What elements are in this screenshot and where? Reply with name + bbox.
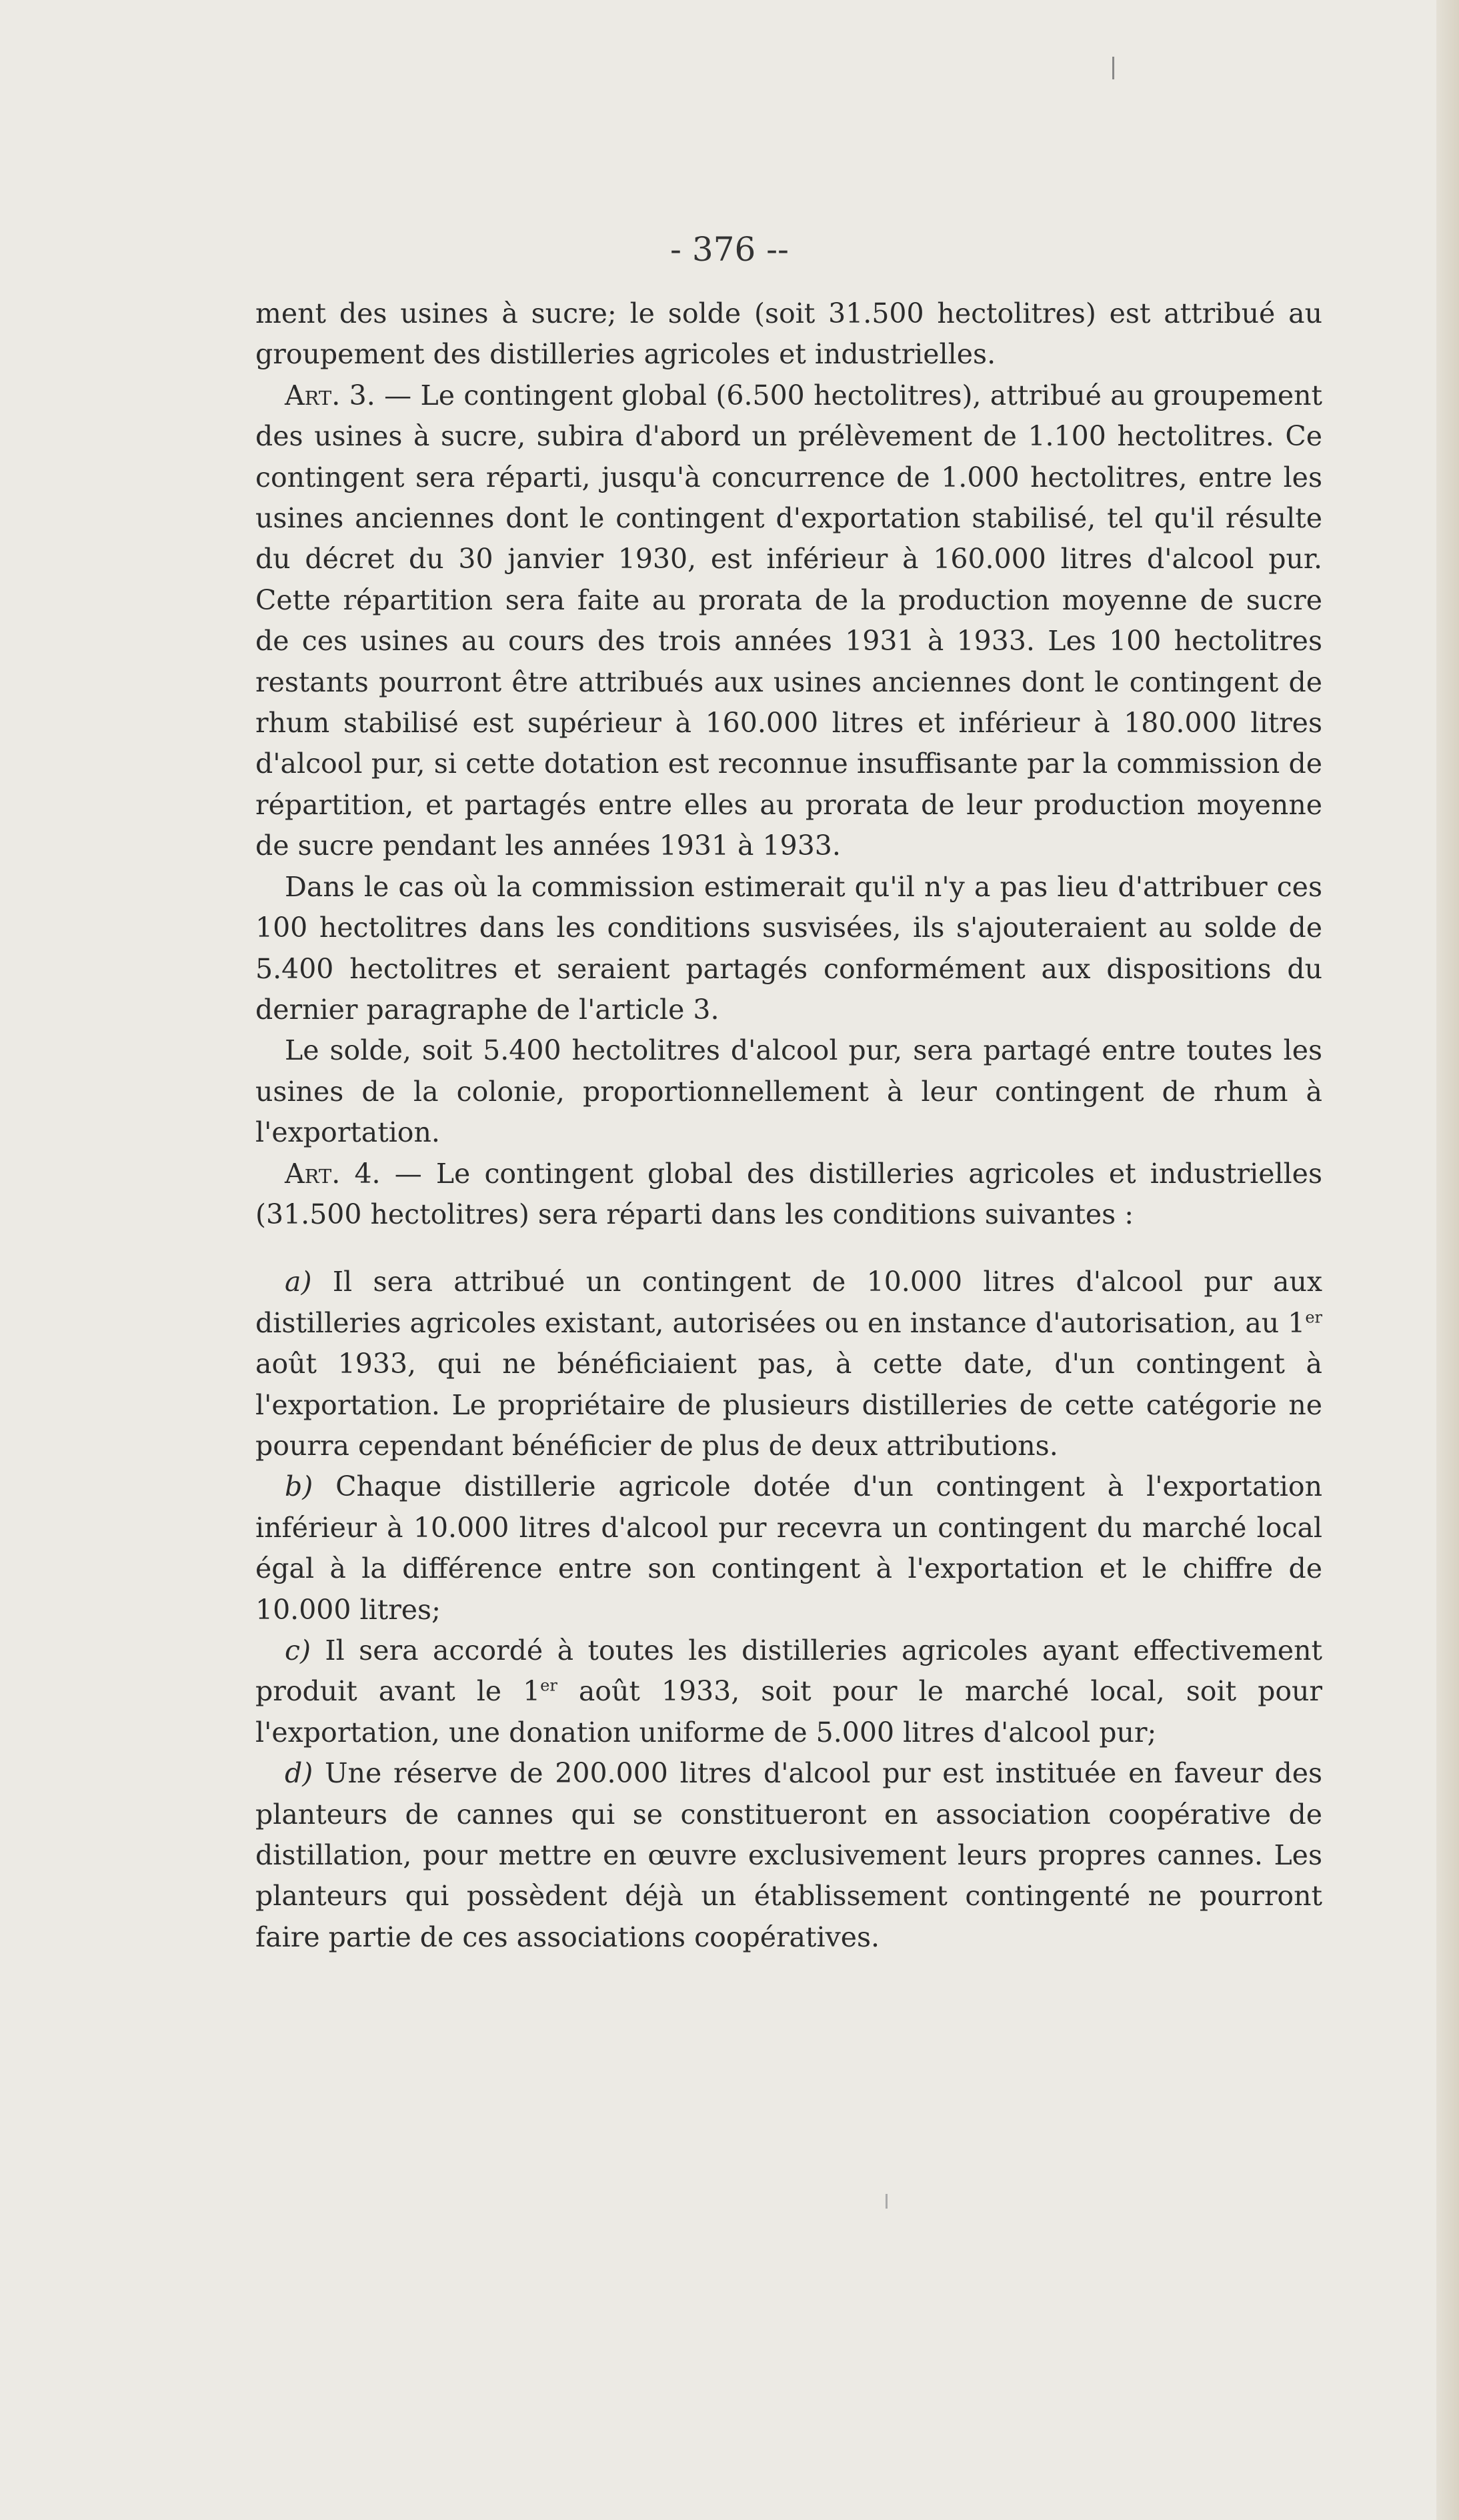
superscript: er	[1305, 1308, 1322, 1327]
paragraph	[255, 1030, 1322, 1153]
paragraph-article-3	[255, 375, 1322, 867]
list-item-c	[255, 1630, 1322, 1753]
superscript: er	[540, 1676, 557, 1695]
paragraph-text: — Le contingent global des distilleries agricoles et industrielles (31.500 hectolitres) sera réparti dans les conditions suivantes :	[255, 1157, 1322, 1230]
list-item-b	[255, 1466, 1322, 1630]
item-text: août 1933, soit pour le marché local, soit pour l'exportation, une donation uniforme de 5.000 litres d'alcool pur;	[255, 1675, 1323, 1748]
scan-mark	[886, 2194, 888, 2209]
paragraph	[255, 867, 1322, 1031]
paragraph-article-4	[255, 1154, 1322, 1236]
item-text: Il sera accordé à toutes les distilleries agricoles ayant effectivement produit avant le 1	[255, 1634, 1322, 1708]
item-text: Chaque distillerie agricole dotée d'un contingent à l'exportation inférieur à 10.000 litres d'alcool pur recevra un contingent du marché local égal à la différence entre son contingent à l'exportation et le chiffre de 10.000 litres;	[255, 1470, 1322, 1626]
item-label: a)	[285, 1266, 312, 1298]
item-label: d)	[285, 1757, 313, 1790]
paragraph-text: — Le contingent global (6.500 hectolitres), attribué au groupement des usines à sucre, subira d'abord un prélèvement de 1.100 hectolitres. Ce contingent sera réparti, jusqu'à concurrence de 1.000 hectolitres, entre les usines anciennes dont le contingent d'exportation stabilisé, tel qu'il résulte du décret du 30 janvier 1930, est inférieur à 160.000 litres d'alcool pur. Cette répartition sera faite au prorata de la production moyenne de sucre de ces usines au cours des trois années 1931 à 1933. Les 100 hectolitres restants pourront être attribués aux usines anciennes dont le contingent de rhum stabilisé est supérieur à 160.000 litres et inférieur à 180.000 litres d'alcool pur, si cette dotation est reconnue insuffisante par la commission de répartition, et partagés entre elles au prorata de leur production moyenne de sucre pendant les années 1931 à 1933.	[255, 379, 1322, 862]
item-label: c)	[285, 1634, 311, 1666]
body-text	[255, 293, 1322, 1958]
article-label: Art. 3.	[285, 379, 375, 411]
paragraph-text: Le solde, soit 5.400 hectolitres d'alcool pur, sera partagé entre toutes les usines de la colonie, proportionnellement à leur contingent de rhum à l'exportation.	[255, 1034, 1322, 1149]
item-text: août 1933, qui ne bénéficiaient pas, à cette date, d'un contingent à l'exportation. Le propriétaire de plusieurs distilleries de cette catégorie ne pourra cependant bénéficier de plus de deux attributions.	[255, 1348, 1322, 1462]
scan-mark	[1112, 57, 1114, 79]
page-number: - 376 --	[670, 230, 789, 269]
page-edge-shadow	[1436, 0, 1459, 2520]
paragraph-text: Dans le cas où la commission estimerait qu'il n'y a pas lieu d'attribuer ces 100 hectolitres dans les conditions susvisées, ils s'ajouteraient au solde de 5.400 hectolitres et seraient partagés conformément aux dispositions du dernier paragraphe de l'article 3.	[255, 870, 1322, 1026]
item-label: b)	[285, 1470, 313, 1503]
paragraph-continuation	[255, 293, 1322, 375]
list-item-a	[255, 1262, 1322, 1466]
item-text: Il sera attribué un contingent de 10.000 litres d'alcool pur aux distilleries agricoles existant, autorisées ou en instance d'autorisation, au 1	[255, 1266, 1322, 1339]
list-item-d	[255, 1753, 1322, 1958]
item-text: Une réserve de 200.000 litres d'alcool pur est instituée en faveur des planteurs de cannes qui se constitueront en association coopérative de distillation, pour mettre en œuvre exclusivement leurs propres cannes. Les planteurs qui possèdent déjà un établissement contingenté ne pourront faire partie de ces associations coopératives.	[255, 1757, 1322, 1953]
paragraph-text: ment des usines à sucre; le solde (soit 31.500 hectolitres) est attribué au groupement des distilleries agricoles et industrielles.	[255, 297, 1322, 371]
article-label: Art. 4.	[285, 1157, 381, 1190]
